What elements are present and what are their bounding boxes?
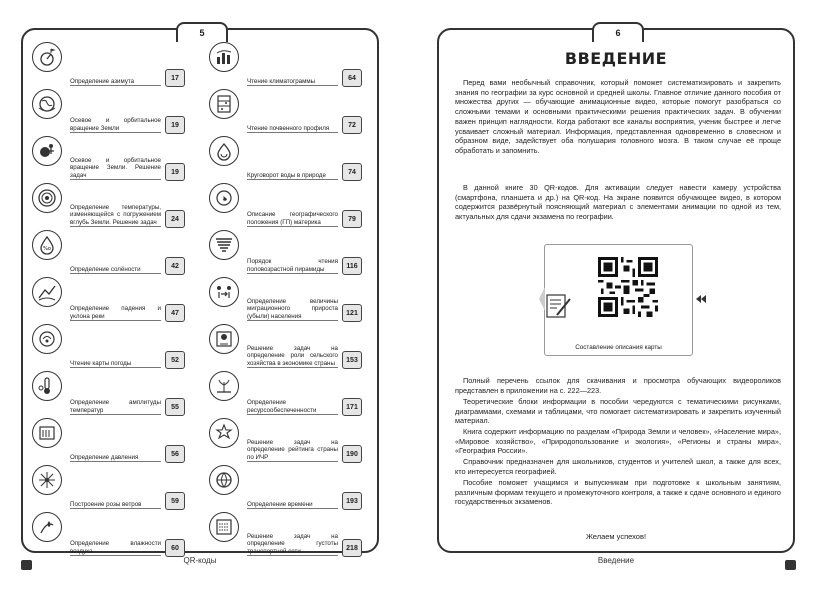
divider xyxy=(247,508,338,509)
divider xyxy=(70,367,161,368)
population-pyramid-icon xyxy=(209,230,239,260)
toc-entry[interactable] xyxy=(32,324,185,369)
toc-entry-label: Решение задач на определение роли сельского хозяйства в экономике страны xyxy=(247,344,338,367)
climatogram-icon xyxy=(209,42,239,72)
divider xyxy=(247,461,338,462)
toc-page-number[interactable]: 24 xyxy=(165,210,185,228)
toc-entry-label: Определение амплитуды температур xyxy=(70,399,161,414)
toc-page-number[interactable]: 52 xyxy=(165,351,185,369)
right-page xyxy=(437,28,795,553)
toc-entry-label: Определение влажности воздуха xyxy=(70,540,161,555)
divider xyxy=(70,461,161,462)
toc-entry[interactable] xyxy=(209,371,362,416)
toc-entry-label: Определение солёности xyxy=(70,265,141,273)
toc-entry[interactable] xyxy=(209,512,362,557)
rating-icon xyxy=(209,418,239,448)
toc-page-number[interactable]: 218 xyxy=(342,539,362,557)
right-page-footer: Введение xyxy=(597,556,635,565)
map-writing-icon xyxy=(537,287,577,327)
intro-paragraph-2: В данной книге 30 QR-кодов. Для активации следует навести камеру устройства (смартфона, планшета и др.) на QR-код. На экране появится обучающее видео, в котором содержится развёрнутый поясняющий материал с элементами анимации по одной из тем, актуальных для сдачи экзамена по географии. xyxy=(455,183,781,222)
qr-card[interactable] xyxy=(544,244,693,356)
toc-entry-label: Определение величины миграционного прироста (убыли) населения xyxy=(247,297,338,320)
toc-page-number[interactable]: 47 xyxy=(165,304,185,322)
toc-entry[interactable] xyxy=(209,183,362,228)
toc-page-number[interactable]: 42 xyxy=(165,257,185,275)
toc-entry-label: Описание географического положения (ГП) материка xyxy=(247,211,338,226)
toc-entry[interactable] xyxy=(209,465,362,510)
toc-entry[interactable] xyxy=(209,89,362,134)
divider xyxy=(247,273,338,274)
transport-network-icon xyxy=(209,512,239,542)
toc-page-number[interactable]: 72 xyxy=(342,116,362,134)
resources-icon xyxy=(209,371,239,401)
divider xyxy=(247,320,338,321)
page-title: ВВЕДЕНИЕ xyxy=(564,49,668,68)
toc-page-number[interactable]: 55 xyxy=(165,398,185,416)
qr-code-icon[interactable] xyxy=(598,257,658,317)
time-globe-icon xyxy=(209,465,239,495)
toc-entry[interactable] xyxy=(209,324,362,369)
barometer-icon xyxy=(32,418,62,448)
toc-entry[interactable] xyxy=(209,136,362,181)
toc-page-number[interactable]: 171 xyxy=(342,398,362,416)
humidity-icon xyxy=(32,512,62,542)
divider xyxy=(247,179,338,180)
rewind-icon xyxy=(696,295,706,303)
toc-entry-label: Определение давления xyxy=(70,453,139,461)
river-icon xyxy=(32,277,62,307)
globe-icon xyxy=(32,89,62,119)
divider xyxy=(70,179,161,180)
wind-rose-icon xyxy=(32,465,62,495)
divider xyxy=(70,226,161,227)
toc-entry-label: Осевое и орбитальное вращение Земли. Решение задач xyxy=(70,156,161,179)
body-paragraph-5: Пособие поможет учащимся и выпускникам при подготовке к школьным занятиям, различным формам текущего и промежуточного контроля, а также к сдаче основного и единого государственных экзаменов. xyxy=(455,478,781,507)
toc-entry[interactable] xyxy=(209,42,362,87)
intro-paragraph-1: Перед вами необычный справочник, который поможет систематизировать и закрепить знания по географии за курс основной и средней школы. Главное отличие данного пособия от множества других — обучающие анимационные видео, которые помогут разобраться со сложными темами и основными практическими решения практических задач. В обучении важен принцип наглядности. Когда работают все каналы восприятия, ученик быстрее и легче усваивает сложный материал. Информация, представленная одновременно в словесном и образном виде, задействует оба полушария головного мозга. В таком случае её проще обработать и запомнить. xyxy=(455,78,781,155)
toc-page-number[interactable]: 116 xyxy=(342,257,362,275)
toc-entry-label: Чтение климатограммы xyxy=(247,77,316,85)
thermometer-icon xyxy=(32,371,62,401)
toc-entry-label: Круговорот воды в природе xyxy=(247,171,326,179)
left-page-number: 5 xyxy=(176,22,228,42)
toc-entry-label: Решение задач на определение рейтинга страны по ИЧР xyxy=(247,438,338,461)
toc-page-number[interactable]: 17 xyxy=(165,69,185,87)
toc-page-number[interactable]: 190 xyxy=(342,445,362,463)
divider xyxy=(70,320,161,321)
toc-entry[interactable] xyxy=(32,418,185,463)
toc-entry[interactable] xyxy=(32,89,185,134)
closing-wish: Желаем успехов! xyxy=(585,532,647,541)
divider xyxy=(70,414,161,415)
toc-entry-label: Определение азимута xyxy=(70,77,135,85)
left-page-footer: QR-коды xyxy=(183,556,217,565)
salinity-drop-icon xyxy=(32,230,62,260)
toc-entry[interactable] xyxy=(32,277,185,322)
toc-page-number[interactable]: 74 xyxy=(342,163,362,181)
toc-entry-label: Осевое и орбитальное вращение Земли xyxy=(70,117,161,132)
toc-page-number[interactable]: 153 xyxy=(342,351,362,369)
divider xyxy=(247,226,338,227)
weather-map-icon xyxy=(32,324,62,354)
toc-entry[interactable] xyxy=(32,183,185,228)
agriculture-icon xyxy=(209,324,239,354)
toc-entry-label: Определение падения и уклона реки xyxy=(70,305,161,320)
toc-entry-label: Построение розы ветров xyxy=(70,500,142,508)
compass-icon xyxy=(32,42,62,72)
toc-entry-label: Чтение карты погоды xyxy=(70,359,132,367)
toc-page-number[interactable]: 79 xyxy=(342,210,362,228)
toc-entry-label: Определение ресурсообеспеченности xyxy=(247,399,317,414)
divider xyxy=(247,367,338,368)
divider xyxy=(70,85,161,86)
body-paragraph-2: Теоретические блоки информации в пособии чередуются с тематическими рисунками, диаграммами, схемами и таблицами, что помогает систематизировать и закрепить изученный материал. xyxy=(455,397,781,426)
migration-icon xyxy=(209,277,239,307)
toc-entry[interactable] xyxy=(209,277,362,322)
toc-entry[interactable] xyxy=(32,230,185,275)
toc-entry[interactable] xyxy=(209,230,362,275)
toc-page-number[interactable]: 60 xyxy=(165,539,185,557)
toc-page-number[interactable]: 59 xyxy=(165,492,185,510)
toc-page-number[interactable]: 19 xyxy=(165,116,185,134)
toc-entry-label: Решение задач на определение густоты транспортной сети xyxy=(247,532,338,555)
svg-text:%o: %o xyxy=(43,246,51,252)
globe-person-icon xyxy=(32,136,62,166)
toc-page-number[interactable]: 121 xyxy=(342,304,362,322)
right-page-number: 6 xyxy=(592,22,644,42)
divider xyxy=(70,273,161,274)
toc-page-number[interactable]: 193 xyxy=(342,492,362,510)
toc-entry-label: Определение температуры, изменяющейся с погружением вглубь Земли. Решение задач xyxy=(70,203,161,226)
divider xyxy=(70,508,161,509)
body-paragraph-1: Полный перечень ссылок для скачивания и просмотра обучающих видеороликов представлен в приложении на с. 222—223. xyxy=(455,376,781,395)
toc-page-number[interactable]: 64 xyxy=(342,69,362,87)
earth-layers-icon xyxy=(32,183,62,213)
toc-entry[interactable] xyxy=(32,512,185,557)
toc-entry[interactable] xyxy=(32,465,185,510)
toc-page-number[interactable]: 19 xyxy=(165,163,185,181)
left-page xyxy=(21,28,379,553)
body-paragraph-4: Справочник предназначен для школьников, студентов и учителей школ, а также для всех, кто интересуется географией. xyxy=(455,457,781,476)
soil-profile-icon xyxy=(209,89,239,119)
continent-location-icon xyxy=(209,183,239,213)
body-paragraph-3: Книга содержит информацию по разделам «Природа Земли и человек», «Население мира», «Мировое хозяйство», «Природопользование и экология», «Регионы и страны мира», «География России». xyxy=(455,427,781,456)
toc-entry-label: Порядок чтения половозрастной пирамиды xyxy=(247,258,338,273)
divider xyxy=(247,132,338,133)
qr-caption: Составление описания карты xyxy=(575,344,662,351)
toc-entry[interactable] xyxy=(32,136,185,181)
toc-entry[interactable] xyxy=(32,42,185,87)
toc-entry[interactable] xyxy=(32,371,185,416)
divider xyxy=(247,414,338,415)
water-cycle-icon xyxy=(209,136,239,166)
toc-entry-label: Определение времени xyxy=(247,500,313,508)
toc-page-number[interactable]: 56 xyxy=(165,445,185,463)
toc-entry[interactable] xyxy=(209,418,362,463)
divider xyxy=(247,85,338,86)
toc-entry-label: Чтение почвенного профиля xyxy=(247,124,330,132)
divider xyxy=(70,132,161,133)
